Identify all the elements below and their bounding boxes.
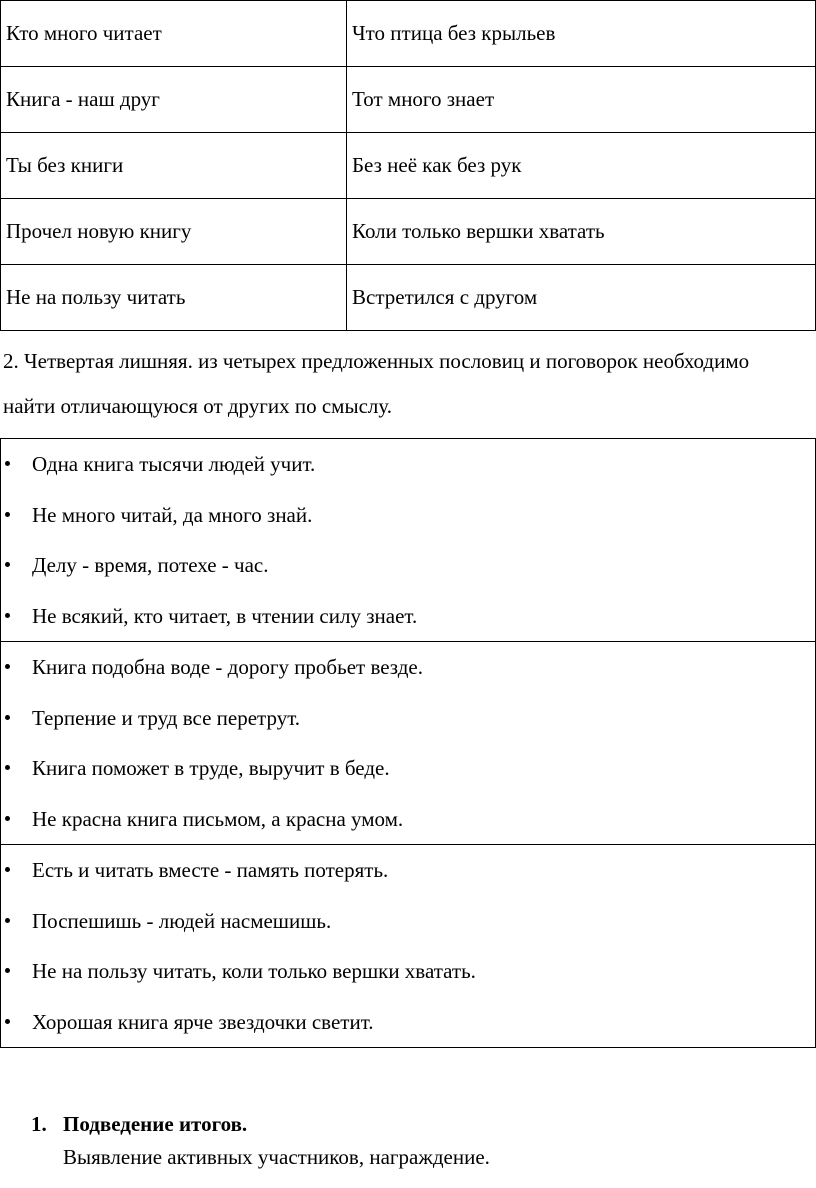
- proverb-list: [1, 845, 815, 1047]
- left-cell: Ты без книги: [1, 133, 347, 199]
- list-item: [1, 845, 815, 896]
- left-cell: Книга - наш друг: [1, 67, 347, 133]
- bullet-icon: [5, 765, 10, 770]
- summary-description: Выявление активных участников, награждение.: [63, 1145, 490, 1169]
- summary-number: 1.: [31, 1112, 47, 1136]
- list-item: [1, 946, 815, 997]
- table-row: [1, 642, 816, 845]
- list-item: [1, 743, 815, 794]
- table-row: [1, 845, 816, 1048]
- right-cell: Встретился с другом: [347, 265, 816, 331]
- bullet-icon: [5, 816, 10, 821]
- right-cell: Что птица без крыльев: [347, 1, 816, 67]
- bullet-icon: [5, 715, 10, 720]
- list-item: [1, 794, 815, 845]
- bullet-icon: [5, 867, 10, 872]
- proverb-text: Книга поможет в труде, выручит в беде.: [32, 756, 390, 780]
- proverb-text: Терпение и труд все перетрут.: [32, 705, 301, 730]
- list-item: [1, 540, 815, 591]
- table-row: [1, 1, 816, 67]
- table-row: [1, 67, 816, 133]
- proverb-text: Не всякий, кто читает, в чтении силу знает.: [32, 603, 418, 628]
- table-row: [1, 199, 816, 265]
- table-row: [1, 133, 816, 199]
- bullet-icon: [5, 512, 10, 517]
- bullet-icon: [5, 918, 10, 923]
- list-item: [1, 896, 815, 947]
- table-row: [1, 265, 816, 331]
- proverb-text: Не красна книга письмом, а красна умом.: [32, 806, 404, 831]
- proverb-text: Не много читай, да много знай.: [32, 502, 313, 527]
- right-cell: Коли только вершки хватать: [347, 199, 816, 265]
- proverb-list: [1, 439, 815, 641]
- list-item: [1, 693, 815, 744]
- list-item: [1, 997, 815, 1048]
- proverb-text: Книга подобна воде - дорогу пробьет везде.: [32, 655, 423, 679]
- right-cell: Тот много знает: [347, 67, 816, 133]
- bullet-icon: [5, 613, 10, 618]
- left-cell: Кто много читает: [1, 1, 347, 67]
- task-instruction: 2. Четвертая лишняя. из четырех предложенных пословиц и поговорок необходимо найти отличающуюся от других по смыслу.: [3, 349, 750, 418]
- proverb-group-cell: [1, 642, 816, 845]
- proverbs-table: [0, 438, 816, 1048]
- proverb-group-cell: [1, 439, 816, 642]
- bullet-icon: [5, 562, 10, 567]
- list-item: [1, 642, 815, 693]
- left-cell: Не на пользу читать: [1, 265, 347, 331]
- bullet-icon: [5, 461, 10, 466]
- table-row: [1, 439, 816, 642]
- proverb-group-cell: [1, 845, 816, 1048]
- proverb-text: Поспешишь - людей насмешишь.: [32, 908, 332, 933]
- proverb-text: Есть и читать вместе - память потерять.: [32, 858, 389, 882]
- list-item: [1, 439, 815, 490]
- summary-heading: Подведение итогов.: [63, 1112, 248, 1136]
- right-cell: Без неё как без рук: [347, 133, 816, 199]
- left-cell: Прочел новую книгу: [1, 199, 347, 265]
- proverb-text: Не на пользу читать, коли только вершки хватать.: [32, 959, 476, 983]
- list-item: [1, 490, 815, 541]
- proverb-text: Хорошая книга ярче звездочки светит.: [32, 1009, 374, 1034]
- proverb-list: [1, 642, 815, 844]
- bullet-icon: [5, 1019, 10, 1024]
- matching-table: [0, 0, 816, 331]
- proverb-text: Делу - время, потехе - час.: [32, 553, 269, 577]
- bullet-icon: [5, 968, 10, 973]
- list-item: [1, 591, 815, 642]
- bullet-icon: [5, 664, 10, 669]
- proverb-text: Одна книга тысячи людей учит.: [32, 452, 316, 476]
